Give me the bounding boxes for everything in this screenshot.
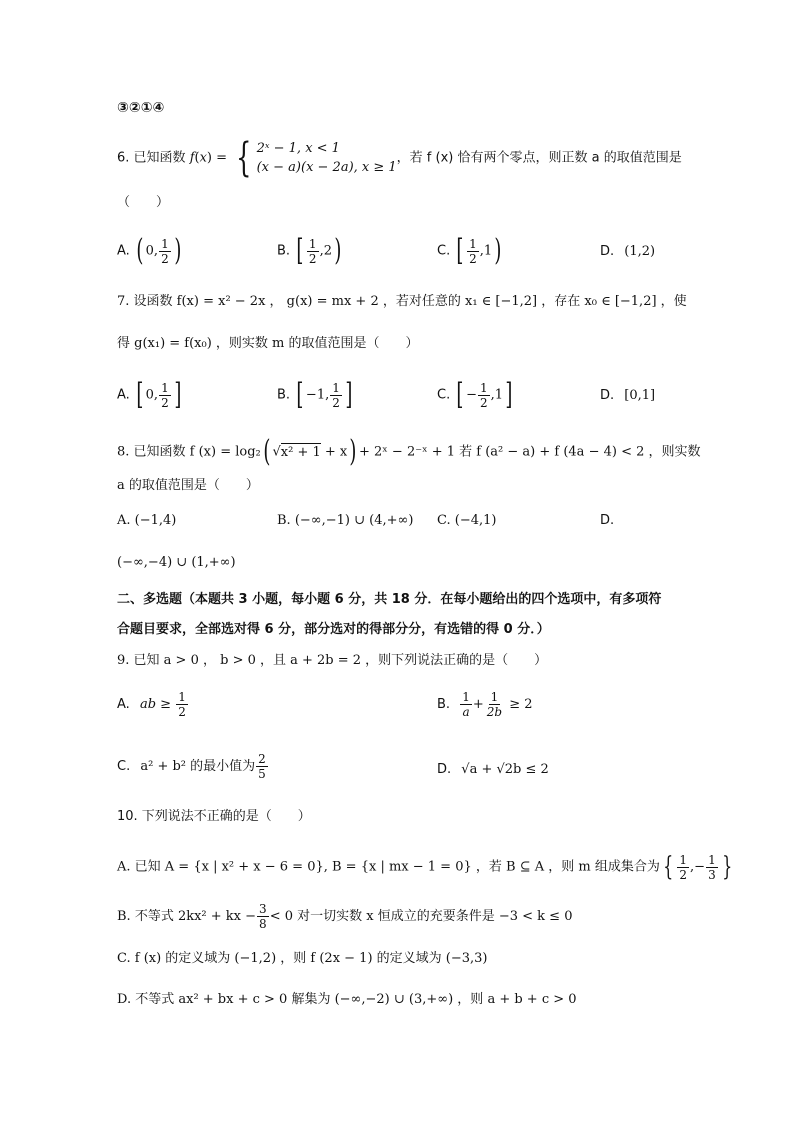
q6-paren: （ ） <box>117 195 170 210</box>
q8-option-d-label: D. <box>600 513 615 528</box>
question-6: 6. 已知函数 f(x) = { 2ˣ − 1, x < 1 (x − a)(x − 2a), x ≥ 1 ，若 f (x) 恰有两个零点，则正数 a 的取值范围是 <box>117 135 682 181</box>
q6-option-c: C. [ $\frac{1}{2}$ ,1) <box>437 233 502 268</box>
q7-option-c: C. [ − $\frac{1}{2}$ ,1] <box>437 377 513 412</box>
q9-stem: 9. 已知 a > 0 ， b > 0 ，且 a + 2b = 2 ，则下列说法正确的是（ ） <box>117 653 548 668</box>
previous-answer: ③②①④ <box>117 100 165 116</box>
q8-option-d-value: (−∞,−4) ∪ (1,+∞) <box>117 555 236 570</box>
q10-option-c: C. f (x) 的定义域为 (−1,2) ，则 f (2x − 1) 的定义域为 (−3,3) <box>117 951 488 966</box>
q6-option-b: B. [ $\frac{1}{2}$ ,2) <box>277 233 342 268</box>
q10-stem: 10. 下列说法不正确的是（ ） <box>117 809 311 824</box>
q9-option-a: A. ab ≥ $\frac{1}{2}$ <box>117 690 186 719</box>
q10-option-d: D. 不等式 ax² + bx + c > 0 解集为 (−∞,−2) ∪ (3,+∞) ，则 a + b + c > 0 <box>117 992 577 1007</box>
q9-option-d: D. √a + √2b ≤ 2 <box>437 762 549 777</box>
section-2-header-line2: 合题目要求，全部选对得 6 分，部分选对的得部分分，有选错的得 0 分．） <box>117 622 550 637</box>
q6-option-a: A. ( 0, $\frac{1}{2}$ ) <box>117 233 182 268</box>
q7-option-b: B. [ −1, $\frac{1}{2}$ ] <box>277 377 353 412</box>
q8-line2: a 的取值范围是（ ） <box>117 478 259 493</box>
q6-piecewise: 2ˣ − 1, x < 1 (x − a)(x − 2a), x ≥ 1 <box>256 141 397 175</box>
q8-line1: 8. 已知函数 f (x) = log₂( √x² + 1 + x) + 2ˣ − 2⁻ˣ + 1 若 f (a² − a) + f (4a − 4) < 2 ，则实数 <box>117 434 701 469</box>
q6-option-d: D. (1,2) <box>600 244 656 259</box>
q7-line2: 得 g(x₁) = f(x₀) ，则实数 m 的取值范围是（ ） <box>117 336 419 351</box>
q10-option-b: B. 不等式 2kx² + kx − $\frac{3}{8}$ < 0 对一切实数 x 恒成立的充要条件是 −3 < k ≤ 0 <box>117 902 573 931</box>
q9-option-c: C. a² + b² 的最小值为 $\frac{2}{5}$ <box>117 752 266 781</box>
q6-stem: ，若 f (x) 恰有两个零点，则正数 a 的取值范围是 <box>396 150 682 166</box>
q7-line1: 7. 设函数 f(x) = x² − 2x ， g(x) = mx + 2 ，若对任意的 x₁ ∈ [−1,2] ，存在 x₀ ∈ [−1,2] ，使 <box>117 294 687 309</box>
q7-option-a: A. [ 0, $\frac{1}{2}$ ] <box>117 377 182 412</box>
q8-option-a: A. (−1,4) <box>117 513 177 528</box>
q10-option-a: A. 已知 A = {x | x² + x − 6 = 0}, B = {x | mx − 1 = 0} ，若 B ⊆ A ，则 m 组成集合为 { $\frac{1}{2}$ ,− $\frac{1}{3}$ } <box>117 852 732 882</box>
q7-option-d: D. [0,1] <box>600 388 656 403</box>
q8-option-b: B. (−∞,−1) ∪ (4,+∞) <box>277 513 414 528</box>
section-2-header-line1: 二、多选题（本题共 3 小题，每小题 6 分，共 18 分．在每小题给出的四个选项中，有多项符 <box>117 592 662 607</box>
q6-label: 6. 已知函数 <box>117 150 186 166</box>
q9-option-b: B. $\frac{1}{a}$ + $\frac{1}{2b}$ ≥ 2 <box>437 690 533 719</box>
q8-option-c: C. (−4,1) <box>437 513 497 528</box>
q8-sqrt: x² + 1 <box>280 444 321 460</box>
